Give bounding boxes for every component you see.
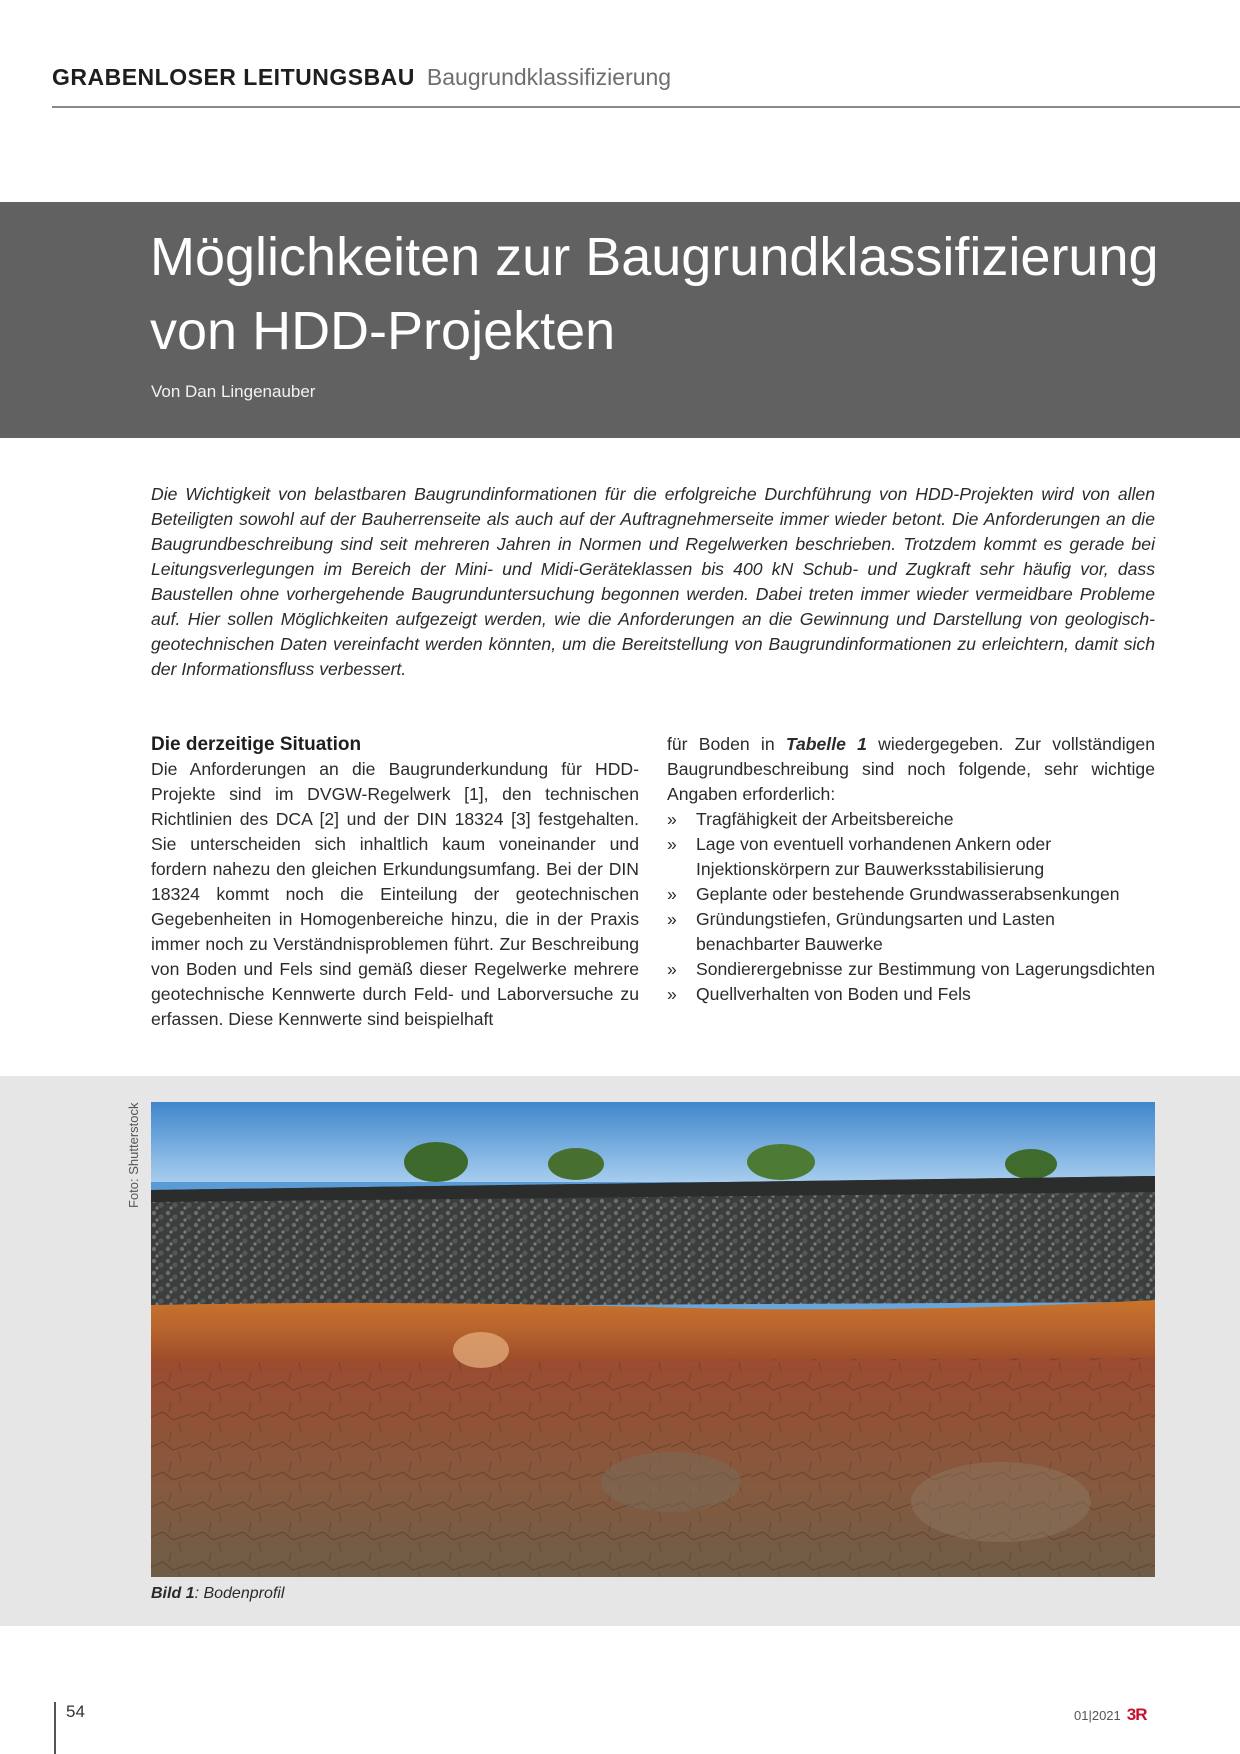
bullet-marker: »: [667, 909, 677, 929]
bullet-marker: »: [667, 834, 677, 854]
paragraph-right-post: wiedergegeben. Zur vollständigen Baugrundbeschreibung sind noch folgende, sehr wichtige Angaben erforderlich:: [667, 734, 1156, 804]
table-reference: Tabelle 1: [785, 734, 867, 754]
header-topic: Baugrundklassifizierung: [426, 64, 672, 90]
list-item: » Gründungstiefen, Gründungsarten und Lasten benachbarter Bauwerke: [667, 909, 1055, 954]
running-header: [52, 64, 1240, 108]
photo-credit: Foto: Shutterstock: [126, 1103, 141, 1209]
article-title: [150, 220, 1170, 368]
figure-caption: [151, 1585, 284, 1603]
bullet-marker: »: [667, 984, 677, 1004]
requirements-list: [667, 807, 1155, 1007]
title-banner: [0, 202, 1240, 438]
title-line-2: von HDD-Projekten: [150, 301, 616, 361]
brand-logo: 3R: [1126, 1705, 1147, 1724]
soil-profile-photo: [151, 1102, 1155, 1577]
list-item: » Lage von eventuell vorhandenen Ankern oder Injektionskörpern zur Bauwerksstabilisierung: [667, 834, 1052, 879]
issue-number: 01|2021: [1074, 1707, 1121, 1723]
soil-profile-illustration: [151, 1102, 1155, 1577]
title-line-1: Möglichkeiten zur Baugrundklassifizierung: [150, 227, 1159, 287]
column-left: [151, 732, 639, 1032]
column-right: [667, 732, 1155, 1007]
issue-info: [1074, 1705, 1147, 1725]
list-item: » Sondierergebnisse zur Bestimmung von Lagerungsdichten: [667, 957, 1155, 982]
caption-text: : Bodenprofil: [194, 1585, 285, 1602]
byline: Von Dan Lingenauber: [151, 382, 316, 401]
bullet-marker: »: [667, 959, 677, 979]
bullet-marker: »: [667, 884, 677, 904]
header-section: GRABENLOSER LEITUNGSBAU: [52, 64, 415, 90]
abstract: Die Wichtigkeit von belastbaren Baugrundinformationen für die erfolgreiche Durchführung von HDD-Projekten wird von allen Beteiligten sowohl auf der Bauherrenseite als auch auf der Auftragnehmerseite immer wieder betont. Die Anforderungen an die Baugrundbeschreibung sind seit mehreren Jahren in Normen und Regelwerken beschrieben. Trotzdem kommt es gerade bei Leitungsverlegungen im Bereich der Mini- und Midi-Geräteklassen bis 400 kN Schub- und Zugkraft sehr häufig vor, dass Baustellen ohne vorhergehende Baugrunduntersuchung begonnen werden. Dabei treten immer wieder vermeidbare Probleme auf. Hier sollen Möglichkeiten aufgezeigt werden, wie die Anforderungen an die Gewinnung und Darstellung von geologisch-geotechnischen Daten vereinfacht werden könnten, um die Bereitstellung von Baugrundinformationen zu erleichtern, damit sich der Informationsfluss verbessert.: [151, 484, 1155, 679]
paragraph-left: Die Anforderungen an die Baugrunderkundung für HDD-Projekte sind im DVGW-Regelwerk [1], den technischen Richtlinien des DCA [2] und der DIN 18324 [3] festgehalten. Sie unterscheiden sich inhaltlich kaum voneinander und fordern nahezu den gleichen Erkundungsumfang. Bei der DIN 18324 kommt noch die Einteilung der geotechnischen Gegebenheiten in Homogenbereiche hinzu, die in der Praxis immer noch zu Verständnisproblemen führt. Zur Beschreibung von Boden und Fels sind gemäß dieser Regelwerke mehrere geotechnische Kennwerte durch Feld- und Laborversuche zu erfassen. Diese Kennwerte sind beispielhaft: [151, 759, 639, 1029]
caption-label: Bild 1: [151, 1585, 195, 1602]
bullet-marker: »: [667, 809, 677, 829]
page-number: 54: [66, 1702, 85, 1721]
list-item: » Quellverhalten von Boden und Fels: [667, 982, 1155, 1007]
list-item: » Geplante oder bestehende Grundwasserabsenkungen: [667, 882, 1155, 907]
page-rule: [54, 1702, 56, 1754]
paragraph-right: [667, 732, 1155, 807]
list-item: » Tragfähigkeit der Arbeitsbereiche: [667, 807, 1155, 832]
paragraph-right-pre: für Boden in: [667, 734, 786, 754]
section-heading: Die derzeitige Situation: [151, 734, 362, 755]
